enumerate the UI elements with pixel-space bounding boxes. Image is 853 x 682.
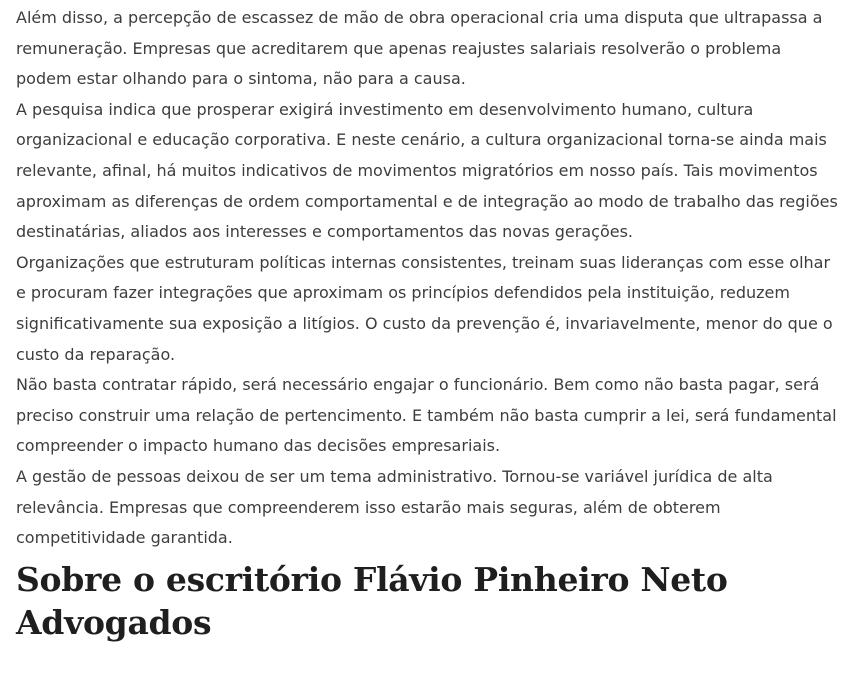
paragraph-human-development: A pesquisa indica que prosperar exigirá investimento em desenvolvimento humano, cultura organizacional e educação corporativa. E neste cenário, a cultura organizacional torna-se ainda mais relevante, afinal, há muitos indicativos de movimentos migratórios em nosso país. Tais movimentos aproximam as diferenças de ordem comportamental e de integração ao modo de trabalho das regiões destinatárias, aliados aos interesses e comportamentos das novas gerações. <box>16 99 838 242</box>
paragraph-people-management: A gestão de pessoas deixou de ser um tema administrativo. Tornou-se variável jurídica de alta relevância. Empresas que compreenderem isso estarão mais seguras, além de obterem competitividade garantida. <box>16 466 773 548</box>
paragraph-labor-shortage: Além disso, a percepção de escassez de mão de obra operacional cria uma disputa que ultrapassa a remuneração. Empresas que acreditarem que apenas reajustes salariais resolverão o problema podem estar olhando para o sintoma, não para a causa. <box>16 8 823 89</box>
section-heading-about-firm: Sobre o escritório Flávio Pinheiro Neto Advogados <box>16 559 728 642</box>
paragraph-internal-policies: Organizações que estruturam políticas internas consistentes, treinam suas lideranças com esse olhar e procuram fazer integrações que aproximam os princípios defendidos pela instituição, reduzem significativamente sua exposição a litígios. O custo da prevenção é, invariavelmente, menor do que o custo da reparação. <box>16 252 833 364</box>
article-body <box>16 3 838 644</box>
paragraph-engagement: Não basta contratar rápido, será necessário engajar o funcionário. Bem como não basta pagar, será preciso construir uma relação de pertencimento. E também não basta cumprir a lei, será fundamental compreender o impacto humano das decisões empresariais. <box>16 375 837 456</box>
